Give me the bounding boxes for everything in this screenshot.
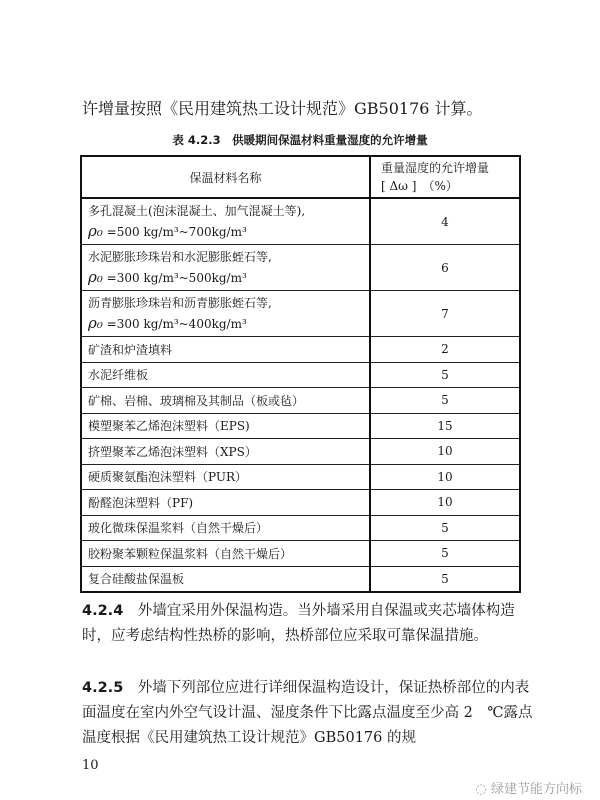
table-caption: 表 4.2.3 供暖期间保温材料重量湿度的允许增量: [172, 133, 428, 147]
density-value: =500 kg/m³~700kg/m³: [106, 225, 247, 239]
table-row: [81, 388, 520, 414]
density-range: [88, 267, 363, 288]
increase-value: 15: [370, 413, 520, 439]
section-4-2-5: [82, 676, 542, 751]
material-name: 水泥纤维板: [88, 368, 149, 383]
table-row: [81, 337, 520, 363]
material-cell: [81, 490, 370, 516]
material-name: 玻化微珠保温浆料（自然干燥后）: [88, 521, 269, 536]
header-value-line1: 重量湿度的允许增量: [381, 161, 490, 175]
material-cell: [81, 198, 370, 245]
material-name: 酚醛泡沫塑料（PF): [88, 495, 194, 510]
material-name: 胶粉聚苯颗粒保温浆料（自然干燥后）: [88, 546, 293, 561]
material-cell: [81, 245, 370, 291]
increase-value: 5: [370, 388, 520, 414]
material-name: 矿渣和炉渣填料: [88, 342, 173, 357]
increase-value: 5: [370, 515, 520, 541]
table-row: [81, 245, 520, 291]
material-cell: [81, 291, 370, 337]
section-number: 4.2.4: [82, 603, 124, 619]
table-row: [81, 439, 520, 465]
section-number: 4.2.5: [82, 680, 124, 696]
table-row: [81, 362, 520, 388]
wechat-icon: ◌: [475, 782, 491, 797]
intro-text: 许增量按照《民用建筑热工设计规范》GB50176 计算。: [82, 99, 483, 118]
material-cell: [81, 566, 370, 592]
density-value: =300 kg/m³~400kg/m³: [106, 317, 247, 331]
material-name: 沥青膨胀珍珠岩和沥青膨胀蛭石等,: [88, 296, 272, 310]
material-name: 矿棉、岩棉、玻璃棉及其制品（板或毡）: [88, 393, 305, 408]
table-row: [81, 541, 520, 567]
material-name: 模塑聚苯乙烯泡沫塑料（EPS): [88, 419, 250, 434]
increase-value: 10: [370, 490, 520, 516]
moisture-table: [80, 155, 521, 593]
header-material-name: 保温材料名称: [81, 156, 370, 198]
section-4-2-4: [82, 599, 542, 649]
header-allowed-increase: [370, 156, 520, 198]
material-name: 硬质聚氨酯泡沫塑料（PUR）: [88, 470, 248, 485]
rho-symbol: ρ₀: [88, 268, 103, 286]
material-cell: [81, 337, 370, 363]
material-cell: [81, 464, 370, 490]
section-text: 外墙下列部位应进行详细保温构造设计，保证热桥部位的内表面温度在室内外空气设计温、湿度条件下比露点温度至少高 2 ℃露点温度根据《民用建筑热工设计规范》GB50176 的规: [82, 680, 533, 746]
increase-value: 5: [370, 541, 520, 567]
increase-value: 10: [370, 464, 520, 490]
table-row: [81, 413, 520, 439]
material-cell: [81, 515, 370, 541]
density-range: [88, 313, 363, 334]
header-value-line2: [ Δω ] （%）: [381, 179, 458, 193]
material-name: 挤塑聚苯乙烯泡沫塑料（XPS）: [88, 444, 257, 459]
material-cell: [81, 388, 370, 414]
material-name: 水泥膨胀珍珠岩和水泥膨胀蛭石等,: [88, 250, 272, 264]
watermark: [476, 778, 583, 797]
material-cell: [81, 413, 370, 439]
increase-value: 7: [370, 291, 520, 337]
table-row: [81, 464, 520, 490]
increase-value: 5: [370, 566, 520, 592]
table-row: [81, 198, 520, 245]
increase-value: 2: [370, 337, 520, 363]
increase-value: 10: [370, 439, 520, 465]
material-cell: [81, 362, 370, 388]
page-number: 10: [82, 758, 99, 773]
rho-symbol: ρ₀: [88, 314, 103, 332]
material-cell: [81, 541, 370, 567]
table-row: [81, 566, 520, 592]
table-row: [81, 490, 520, 516]
material-cell: [81, 439, 370, 465]
increase-value: 6: [370, 245, 520, 291]
material-name: 复合硅酸盐保温板: [88, 572, 185, 587]
increase-value: 5: [370, 362, 520, 388]
watermark-text: 绿建节能方向标: [490, 782, 582, 797]
section-text: 外墙宜采用外保温构造。当外墙采用自保温或夹芯墙体构造时，应考虑结构性热桥的影响，热桥部位应采取可靠保温措施。: [82, 603, 515, 644]
table-row: [81, 515, 520, 541]
table-header-row: [81, 156, 520, 198]
increase-value: 4: [370, 198, 520, 245]
table-row: [81, 291, 520, 337]
material-name: 多孔混凝土(泡沫混凝土、加气混凝土等),: [88, 204, 306, 218]
rho-symbol: ρ₀: [88, 222, 103, 240]
density-value: =300 kg/m³~500kg/m³: [106, 271, 247, 285]
density-range: [88, 221, 363, 242]
